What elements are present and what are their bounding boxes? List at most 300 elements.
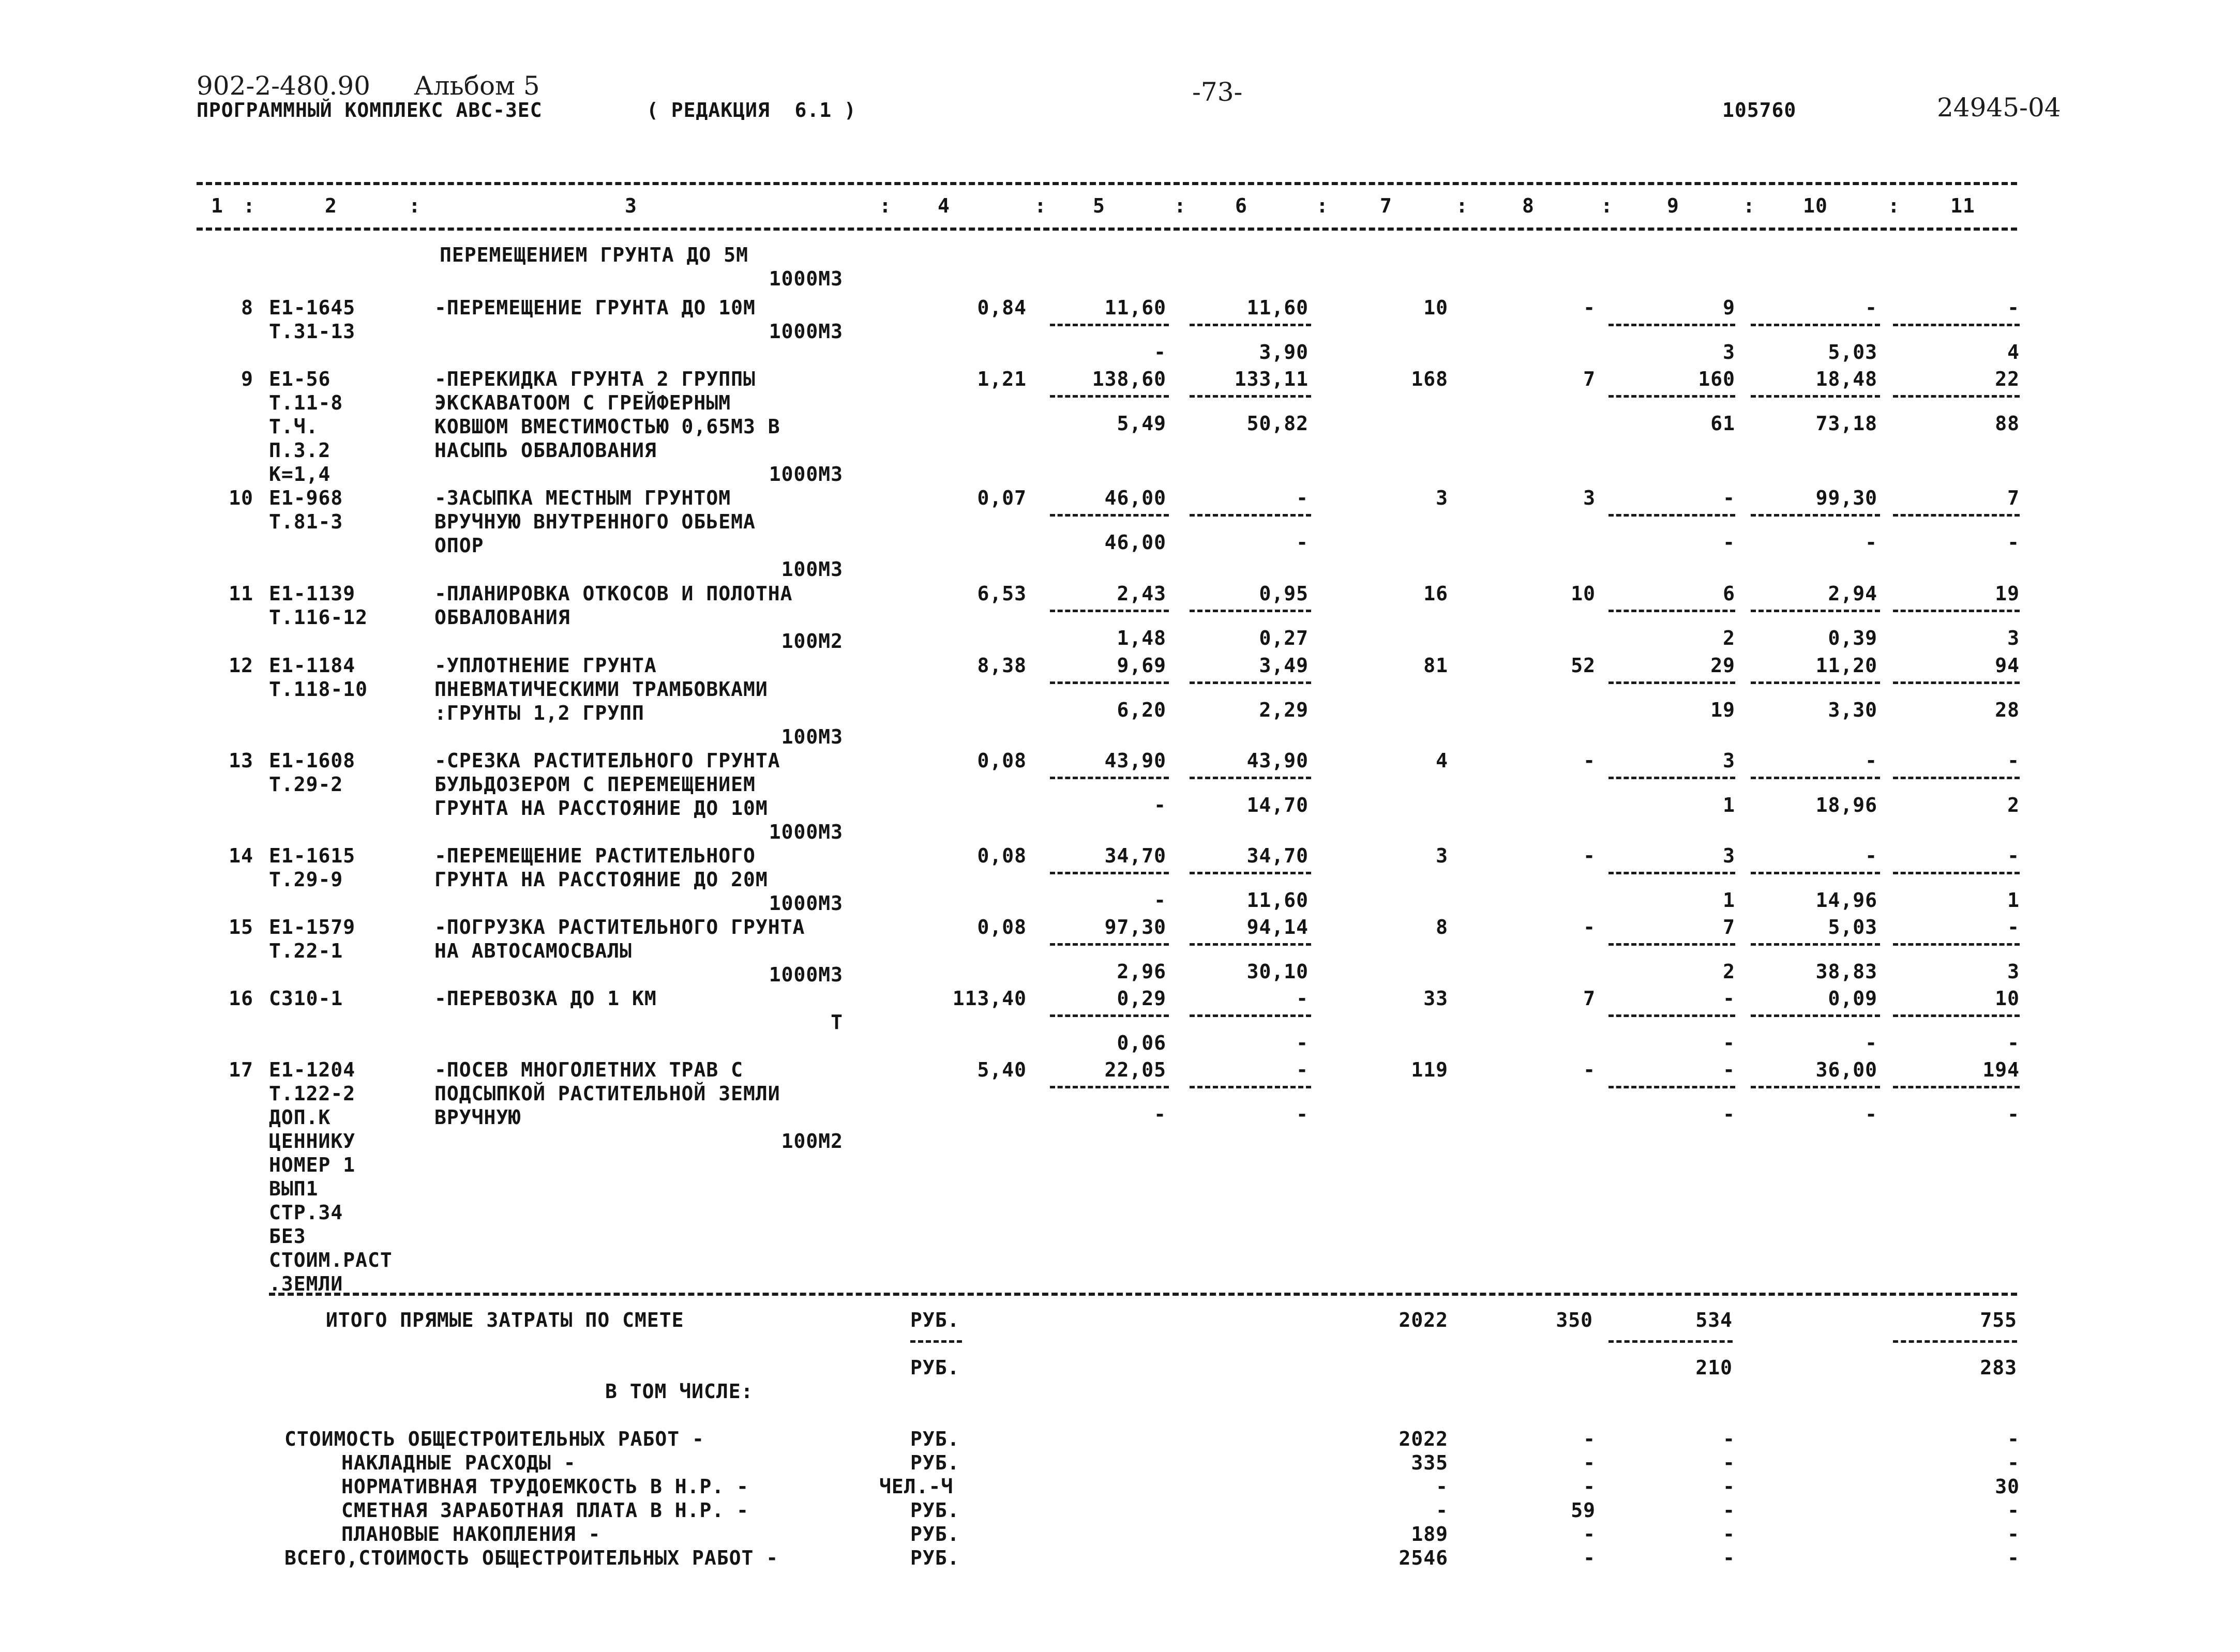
row-c5: 97,30 <box>1104 916 1166 938</box>
summary-c9: - <box>1723 1523 1735 1545</box>
row-c10: 5,03 <box>1828 916 1877 938</box>
row-c10: 2,94 <box>1828 582 1877 605</box>
row-c10: - <box>1865 296 1877 319</box>
row-c5-rule <box>1050 514 1169 517</box>
row-c10: 36,00 <box>1815 1058 1877 1081</box>
row-c7: 10 <box>1423 296 1448 319</box>
row-c10-sub: 0,39 <box>1828 627 1877 649</box>
row-c6-rule <box>1190 610 1311 612</box>
row-code: С310-1 <box>269 987 343 1010</box>
header-rule-bottom <box>197 228 2017 231</box>
row-c9-sub: 2 <box>1723 627 1735 649</box>
row-number: 11 <box>229 582 253 605</box>
row-c9-rule <box>1608 681 1735 684</box>
row-c5-rule <box>1050 777 1169 779</box>
summary-c9: - <box>1723 1475 1735 1498</box>
row-code: Е1-1184 <box>269 654 356 677</box>
column-separator: : <box>1601 194 1613 217</box>
row-c6-rule <box>1190 324 1311 326</box>
row-c9-sub: 1 <box>1723 794 1735 816</box>
row-unit: 100М3 <box>781 558 843 581</box>
row-c5: 11,60 <box>1104 296 1166 319</box>
row-code: Т.29-9 <box>269 868 343 891</box>
row-c5-rule <box>1050 872 1169 874</box>
column-separator: : <box>1316 194 1329 217</box>
row-c10-sub: 18,96 <box>1815 794 1877 816</box>
row-code: Т.122-2 <box>269 1082 356 1105</box>
row-c6: 43,90 <box>1246 749 1309 772</box>
row-c9: 160 <box>1698 368 1735 390</box>
row-description: ПНЕВМАТИЧЕСКИМИ ТРАМБОВКАМИ <box>434 678 768 701</box>
row-unit: 100М3 <box>781 725 843 748</box>
summary-c8: - <box>1583 1475 1596 1498</box>
row-number: 12 <box>229 654 253 677</box>
row-unit: 1000М3 <box>769 463 843 486</box>
summary-unit: РУБ. <box>910 1523 960 1545</box>
totals-c9b: 210 <box>1695 1356 1733 1379</box>
row-c7: 119 <box>1411 1058 1448 1081</box>
summary-c9: - <box>1723 1547 1735 1569</box>
row-c9-sub: - <box>1723 1103 1735 1126</box>
row-c11-rule <box>1893 514 2020 517</box>
row-unit: 1000М3 <box>769 963 843 986</box>
row-c4: 0,07 <box>977 487 1027 509</box>
row-number: 16 <box>229 987 253 1010</box>
row-c10-rule <box>1751 1086 1880 1088</box>
column-separator: : <box>1743 194 1755 217</box>
column-separator: : <box>243 194 255 217</box>
summary-c8: - <box>1583 1428 1596 1450</box>
row-c11-rule <box>1893 1086 2020 1088</box>
row-code: ВЫП1 <box>269 1177 319 1200</box>
column-separator: : <box>1034 194 1047 217</box>
row-c7: 33 <box>1423 987 1448 1010</box>
column-separator: : <box>409 194 421 217</box>
row-c5-sub: - <box>1154 794 1166 816</box>
row-c5: 46,00 <box>1104 487 1166 509</box>
row-c11: - <box>2007 844 2020 867</box>
row-description: -ПЕРЕВОЗКА ДО 1 КМ <box>434 987 657 1010</box>
summary-c8: - <box>1583 1451 1596 1474</box>
row-c7: 4 <box>1436 749 1448 772</box>
column-separator: : <box>879 194 892 217</box>
row-c11-sub: 1 <box>2007 889 2020 912</box>
row-c10-sub: 73,18 <box>1815 412 1877 435</box>
row-c7: 81 <box>1423 654 1448 677</box>
column-header-3: 3 <box>625 194 637 217</box>
row-c10-rule <box>1751 1014 1880 1017</box>
row-code: Е1-1608 <box>269 749 356 772</box>
row-c6-sub: 0,27 <box>1259 627 1309 649</box>
row-code: ДОП.К <box>269 1106 331 1129</box>
row-c11: 94 <box>1995 654 2020 677</box>
totals-label: ИТОГО ПРЯМЫЕ ЗАТРАТЫ ПО СМЕТЕ <box>326 1309 684 1331</box>
row-c10-rule <box>1751 514 1880 517</box>
summary-c7: - <box>1436 1475 1448 1498</box>
row-c9: 3 <box>1723 844 1735 867</box>
row-c10-sub: 3,30 <box>1828 699 1877 721</box>
row-c9-sub: 3 <box>1723 341 1735 363</box>
row-c4: 0,08 <box>977 916 1027 938</box>
summary-c11: - <box>2007 1428 2020 1450</box>
row-c10: 11,20 <box>1815 654 1877 677</box>
row-description: ОПОР <box>434 534 484 557</box>
row-c8: - <box>1583 296 1596 319</box>
row-c9-rule <box>1608 1014 1735 1017</box>
summary-c11: - <box>2007 1547 2020 1569</box>
summary-unit: РУБ. <box>910 1428 960 1450</box>
row-c10: - <box>1865 844 1877 867</box>
row-c11-sub: - <box>2007 1103 2020 1126</box>
row-c6: 94,14 <box>1246 916 1309 938</box>
row-c9: - <box>1723 1058 1735 1081</box>
row-c9: 6 <box>1723 582 1735 605</box>
summary-label: ПЛАНОВЫЕ НАКОПЛЕНИЯ - <box>341 1523 601 1545</box>
row-c8: 3 <box>1583 487 1596 509</box>
row-number: 15 <box>229 916 253 938</box>
row-c9-rule <box>1608 610 1735 612</box>
row-c8: - <box>1583 916 1596 938</box>
row-c8: 10 <box>1571 582 1596 605</box>
summary-c11: - <box>2007 1499 2020 1522</box>
row-c5-sub: 2,96 <box>1117 960 1166 983</box>
summary-c11: - <box>2007 1451 2020 1474</box>
row-number: 14 <box>229 844 253 867</box>
row-unit: 100М2 <box>781 630 843 653</box>
row-c9-rule <box>1608 514 1735 517</box>
summary-c11: - <box>2007 1523 2020 1545</box>
summary-unit: РУБ. <box>910 1451 960 1474</box>
row-number: 17 <box>229 1058 253 1081</box>
totals-c9: 534 <box>1695 1309 1733 1331</box>
row-c8: 52 <box>1571 654 1596 677</box>
summary-c7: 2546 <box>1399 1547 1448 1569</box>
row-c7: 8 <box>1436 916 1448 938</box>
page-number: -73- <box>1192 77 1243 107</box>
row-description: БУЛЬДОЗЕРОМ С ПЕРЕМЕЩЕНИЕМ <box>434 773 756 796</box>
row-code: Е1-1615 <box>269 844 356 867</box>
row-c5-sub: - <box>1154 1103 1166 1126</box>
summary-unit: РУБ. <box>910 1547 960 1569</box>
row-c5-sub: - <box>1154 889 1166 912</box>
totals-unit-2: РУБ. <box>910 1356 960 1379</box>
row-c6-sub: - <box>1296 1032 1309 1054</box>
row-code: СТР.34 <box>269 1201 343 1224</box>
row-c6: - <box>1296 1058 1309 1081</box>
row-c9: 9 <box>1723 296 1735 319</box>
row-c11: 194 <box>1982 1058 2020 1081</box>
row-c11-sub: 88 <box>1995 412 2020 435</box>
row-c10-rule <box>1751 610 1880 612</box>
row-c11-rule <box>1893 395 2020 398</box>
summary-label: ВСЕГО,СТОИМОСТЬ ОБЩЕСТРОИТЕЛЬНЫХ РАБОТ - <box>284 1547 779 1569</box>
row-c6: 11,60 <box>1246 296 1309 319</box>
row-c11-sub: 4 <box>2007 341 2020 363</box>
column-header-8: 8 <box>1522 194 1535 217</box>
row-c6-sub: - <box>1296 1103 1309 1126</box>
doc-code: 902-2-480.90 <box>197 71 370 101</box>
summary-c8: 59 <box>1571 1499 1596 1522</box>
row-number: 8 <box>241 296 253 319</box>
row-c4: 113,40 <box>952 987 1027 1010</box>
row-c9-sub: 1 <box>1723 889 1735 912</box>
row-c5-rule <box>1050 1014 1169 1017</box>
row-c9-rule <box>1608 943 1735 946</box>
row-c7: 3 <box>1436 487 1448 509</box>
row-description: -УПЛОТНЕНИЕ ГРУНТА <box>434 654 657 677</box>
row-code: Т.11-8 <box>269 391 343 414</box>
column-header-9: 9 <box>1667 194 1679 217</box>
column-header-11: 11 <box>1950 194 1975 217</box>
row-description: НА АВТОСАМОСВАЛЫ <box>434 939 633 962</box>
column-header-7: 7 <box>1380 194 1392 217</box>
row-code: Т.118-10 <box>269 678 368 701</box>
row-number: 10 <box>229 487 253 509</box>
row-code: К=1,4 <box>269 463 331 486</box>
header-rule-top <box>197 182 2017 185</box>
row-c9: 3 <box>1723 749 1735 772</box>
row-unit: 1000М3 <box>769 320 843 343</box>
row-c10-rule <box>1751 777 1880 779</box>
row-c5-rule <box>1050 395 1169 398</box>
row-code: Е1-968 <box>269 487 343 509</box>
row-c6-sub: 3,90 <box>1259 341 1309 363</box>
row-c11-sub: - <box>2007 531 2020 554</box>
row-c10-sub: - <box>1865 1032 1877 1054</box>
totals-c11: 755 <box>1980 1309 2017 1331</box>
column-header-1: 1 <box>211 194 223 217</box>
row-c7: 168 <box>1411 368 1448 390</box>
row-c5-sub: 6,20 <box>1117 699 1166 721</box>
row-c10-sub: 14,96 <box>1815 889 1877 912</box>
row-description: -ПОГРУЗКА РАСТИТЕЛЬНОГО ГРУНТА <box>434 916 805 938</box>
summary-unit: РУБ. <box>910 1499 960 1522</box>
row-c11: - <box>2007 296 2020 319</box>
row-c6: - <box>1296 987 1309 1010</box>
column-separator: : <box>1456 194 1468 217</box>
row-c9: 7 <box>1723 916 1735 938</box>
row-description: КОВШОМ ВМЕСТИМОСТЬЮ 0,65М3 В <box>434 415 780 438</box>
row-c11: 19 <box>1995 582 2020 605</box>
continued-description: ПЕРЕМЕЩЕНИЕМ ГРУНТА ДО 5М <box>440 244 748 266</box>
row-description: -ПЛАНИРОВКА ОТКОСОВ И ПОЛОТНА <box>434 582 793 605</box>
row-number: 13 <box>229 749 253 772</box>
row-c11-sub: 2 <box>2007 794 2020 816</box>
row-c5-rule <box>1050 1086 1169 1088</box>
row-c11: 7 <box>2007 487 2020 509</box>
row-description: -СРЕЗКА РАСТИТЕЛЬНОГО ГРУНТА <box>434 749 780 772</box>
including-label: В ТОМ ЧИСЛЕ: <box>605 1380 754 1403</box>
row-c5-sub: 5,49 <box>1117 412 1166 435</box>
row-c11-sub: 3 <box>2007 960 2020 983</box>
summary-c7: 2022 <box>1399 1428 1448 1450</box>
row-c5: 2,43 <box>1117 582 1166 605</box>
row-c10: 18,48 <box>1815 368 1877 390</box>
row-c9-sub: - <box>1723 531 1735 554</box>
summary-c11: 30 <box>1995 1475 2020 1498</box>
row-description: ВРУЧНУЮ <box>434 1106 521 1129</box>
summary-c7: - <box>1436 1499 1448 1522</box>
row-code: ЦЕННИКУ <box>269 1130 356 1153</box>
totals-unit-underline <box>910 1340 962 1343</box>
row-c10-sub: 38,83 <box>1815 960 1877 983</box>
row-c5-sub: 0,06 <box>1117 1032 1166 1054</box>
column-separator: : <box>1888 194 1900 217</box>
row-c6-sub: 2,29 <box>1259 699 1309 721</box>
program-name: ПРОГРАММНЫЙ КОМПЛЕКС АВС-3ЕС <box>197 99 543 122</box>
row-description: ВРУЧНУЮ ВНУТРЕННОГО ОБЬЕМА <box>434 510 756 533</box>
row-c9: - <box>1723 487 1735 509</box>
totals-c7: 2022 <box>1399 1309 1448 1331</box>
row-code: Т.116-12 <box>269 606 368 629</box>
column-header-4: 4 <box>938 194 950 217</box>
row-code: Е1-1204 <box>269 1058 356 1081</box>
summary-label: НАКЛАДНЫЕ РАСХОДЫ - <box>341 1451 576 1474</box>
row-c5: 138,60 <box>1092 368 1166 390</box>
row-description: :ГРУНТЫ 1,2 ГРУПП <box>434 702 644 724</box>
row-code: СТОИМ.РАСТ <box>269 1249 393 1271</box>
summary-label: НОРМАТИВНАЯ ТРУДОЕМКОСТЬ В Н.Р. - <box>341 1475 749 1498</box>
row-c11-rule <box>1893 324 2020 326</box>
row-code: Е1-1645 <box>269 296 356 319</box>
totals-c9-underline <box>1608 1340 1733 1343</box>
row-c10-rule <box>1751 872 1880 874</box>
row-c11: - <box>2007 749 2020 772</box>
album-label: Альбом 5 <box>414 71 540 101</box>
row-c10-sub: - <box>1865 531 1877 554</box>
column-header-2: 2 <box>325 194 337 217</box>
row-unit: Т <box>831 1011 843 1034</box>
row-c5: 0,29 <box>1117 987 1166 1010</box>
row-description: ГРУНТА НА РАССТОЯНИЕ ДО 20М <box>434 868 768 891</box>
totals-rule <box>269 1293 2017 1296</box>
row-c6: 34,70 <box>1246 844 1309 867</box>
row-description: ЭКСКАВАТООМ С ГРЕЙФЕРНЫМ <box>434 391 731 414</box>
row-c10-rule <box>1751 395 1880 398</box>
row-c10-sub: 5,03 <box>1828 341 1877 363</box>
row-c5-rule <box>1050 324 1169 326</box>
row-c5: 34,70 <box>1104 844 1166 867</box>
row-c10-rule <box>1751 943 1880 946</box>
row-c6: 0,95 <box>1259 582 1309 605</box>
row-c9-rule <box>1608 777 1735 779</box>
row-c5-sub: - <box>1154 341 1166 363</box>
row-description: -ПЕРЕМЕЩЕНИЕ ГРУНТА ДО 10М <box>434 296 756 319</box>
summary-c9: - <box>1723 1451 1735 1474</box>
row-c11-sub: 3 <box>2007 627 2020 649</box>
row-c4: 0,84 <box>977 296 1027 319</box>
summary-c7: 335 <box>1411 1451 1448 1474</box>
summary-c7: 189 <box>1411 1523 1448 1545</box>
row-c11-rule <box>1893 872 2020 874</box>
row-code: БЕЗ <box>269 1225 306 1248</box>
row-c6-rule <box>1190 395 1311 398</box>
column-separator: : <box>1174 194 1186 217</box>
row-unit: 1000М3 <box>769 821 843 843</box>
row-c11-rule <box>1893 610 2020 612</box>
row-code: Т.31-13 <box>269 320 356 343</box>
row-c6-sub: 11,60 <box>1246 889 1309 912</box>
row-c11-sub: - <box>2007 1032 2020 1054</box>
row-c11: - <box>2007 916 2020 938</box>
row-c10: 0,09 <box>1828 987 1877 1010</box>
row-code: Т.22-1 <box>269 939 343 962</box>
row-c9-rule <box>1608 1086 1735 1088</box>
row-c9-rule <box>1608 395 1735 398</box>
row-c5: 9,69 <box>1117 654 1166 677</box>
row-code: Е1-1139 <box>269 582 356 605</box>
row-c9-rule <box>1608 324 1735 326</box>
row-c6-rule <box>1190 1086 1311 1088</box>
row-c6: 133,11 <box>1234 368 1309 390</box>
continued-unit: 1000М3 <box>769 267 843 290</box>
row-c9-sub: 2 <box>1723 960 1735 983</box>
row-c9-sub: 61 <box>1710 412 1735 435</box>
row-code: Т.Ч. <box>269 415 319 438</box>
row-c4: 6,53 <box>977 582 1027 605</box>
summary-unit: ЧЕЛ.-Ч <box>879 1475 954 1498</box>
row-c6-sub: 50,82 <box>1246 412 1309 435</box>
row-unit: 100М2 <box>781 1130 843 1153</box>
row-c6-rule <box>1190 514 1311 517</box>
row-c10-rule <box>1751 681 1880 684</box>
row-c6-rule <box>1190 777 1311 779</box>
row-c6: 3,49 <box>1259 654 1309 677</box>
column-header-6: 6 <box>1235 194 1247 217</box>
row-c11-rule <box>1893 777 2020 779</box>
totals-unit-1: РУБ. <box>910 1309 960 1331</box>
row-c7: 3 <box>1436 844 1448 867</box>
totals-c11-underline <box>1893 1340 2017 1343</box>
row-description: -ЗАСЫПКА МЕСТНЫМ ГРУНТОМ <box>434 487 731 509</box>
row-c8: 7 <box>1583 368 1596 390</box>
row-code: Т.29-2 <box>269 773 343 796</box>
header-code-1: 105760 <box>1722 99 1797 122</box>
row-c6-rule <box>1190 1014 1311 1017</box>
row-c4: 0,08 <box>977 749 1027 772</box>
row-c5-rule <box>1050 943 1169 946</box>
row-number: 9 <box>241 368 253 390</box>
summary-c8: - <box>1583 1523 1596 1545</box>
row-c8: - <box>1583 749 1596 772</box>
row-description: -ПОСЕВ МНОГОЛЕТНИХ ТРАВ С <box>434 1058 743 1081</box>
row-description: НАСЫПЬ ОБВАЛОВАНИЯ <box>434 439 657 462</box>
row-c5-sub: 46,00 <box>1104 531 1166 554</box>
row-c11-rule <box>1893 943 2020 946</box>
row-description: ПОДСЫПКОЙ РАСТИТЕЛЬНОЙ ЗЕМЛИ <box>434 1082 780 1105</box>
row-c9: 29 <box>1710 654 1735 677</box>
row-c11-rule <box>1893 681 2020 684</box>
row-description: -ПЕРЕМЕЩЕНИЕ РАСТИТЕЛЬНОГО <box>434 844 756 867</box>
column-header-5: 5 <box>1093 194 1105 217</box>
row-c7: 16 <box>1423 582 1448 605</box>
row-c8: 7 <box>1583 987 1596 1010</box>
row-c6-rule <box>1190 681 1311 684</box>
row-c10: 99,30 <box>1815 487 1877 509</box>
row-c6-rule <box>1190 872 1311 874</box>
totals-c11b: 283 <box>1980 1356 2017 1379</box>
row-c5-sub: 1,48 <box>1117 627 1166 649</box>
row-c4: 0,08 <box>977 844 1027 867</box>
row-c10-rule <box>1751 324 1880 326</box>
row-c5-rule <box>1050 681 1169 684</box>
row-c9-rule <box>1608 872 1735 874</box>
row-c9: - <box>1723 987 1735 1010</box>
row-code: НОМЕР 1 <box>269 1154 356 1176</box>
row-c5-rule <box>1050 610 1169 612</box>
row-c4: 5,40 <box>977 1058 1027 1081</box>
totals-c8: 350 <box>1556 1309 1593 1331</box>
